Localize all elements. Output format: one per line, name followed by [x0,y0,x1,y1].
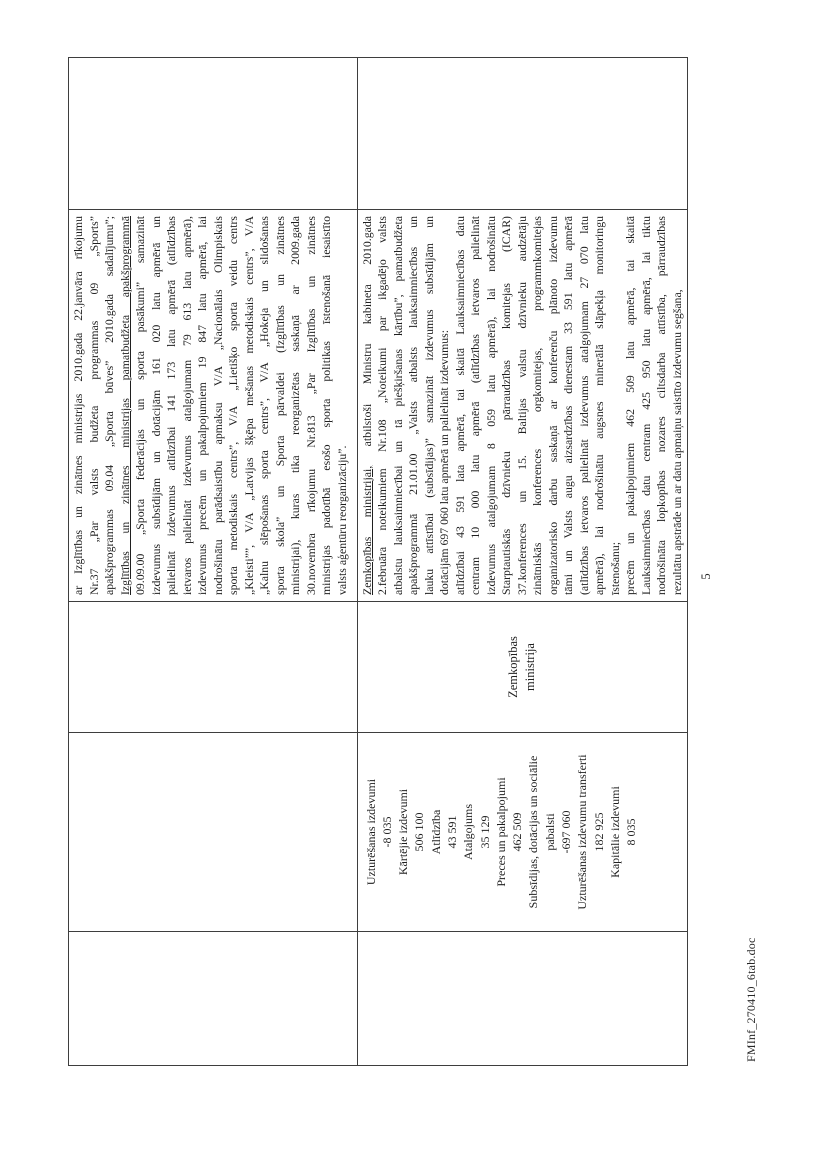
text-line: nodrošināta lopkopības nozares ciltsdarba attīstība, pārraudzības [654,216,668,595]
text-line: Kapitālie izdevumi [607,786,622,878]
text-line: Uzturēšanas izdevumi [363,778,378,886]
text-line: Starptautiskās dzīvnieku pārraudzības komitejas (ICAR) [499,216,513,595]
text-line: „Kleisti””, V/A „Latvijas šķēpa mešanas metodiskais centrs”, V/A [241,216,256,595]
text-line: zinātniskās konferences orgkomitejas, programmkomitejas [530,216,544,595]
text-line: pabalsti [542,813,557,851]
table-row-izglitibas-ministrija [69,58,358,1065]
text-line: 30.novembra rīkojumu Nr.813 „Par Izglītības un zinātnes [303,216,318,595]
text-line: 09.09.00 „Sporta federācijas un sporta pasākumi” samazināt [133,216,147,595]
text-line: Kārtējie izdevumi [396,788,411,876]
text-line: 462 509 [510,812,525,852]
text-line: 8 035 [624,818,639,846]
text-line: centram 10 000 latu apmērā (atlīdzības ietvaros palielināt [468,216,482,595]
page-number: 5 [699,573,713,580]
text-line: apakšprogrammā 21.01.00 „Valsts atbalsts lauksaimniecības un [406,216,420,595]
text-line: sporta metodiskais centrs”, V/A „Lietišķo sporta veidu centrs [226,216,240,595]
row2-description-cell [358,209,688,601]
text-line: „Kalnu slēpošanas sporta centrs”, V/A „Hokeja un slidošanas [257,216,271,595]
text-line: ar Izglītības un zinātnes ministrijas 2010.gada 22.janvāra rīkojumu [71,216,85,595]
row2-ministry-cell [358,601,688,732]
text-line: lauku attīstībai (subsīdijas)” samazināt izdevumus subsīdijām un [421,216,436,595]
text-line: Atalgojums [461,804,476,860]
text-line: atlīdzībai 43 591 lata apmērā, tai skaitā Lauksaimniecības datu [452,216,467,595]
row1-ministry-cell-empty [69,601,357,732]
text-line: organizatorisko darbu saskaņā ar konferenču plānoto izdevumu [545,216,560,595]
text-line: Atlīdzība [428,809,443,855]
text-line: tāmi un Valsts augu aizsardzības dienestam 33 591 latu apmērā [561,216,575,595]
row2-empty-cell-right [358,58,688,209]
text-line: valsts aģentūru reorganizāciju”. [334,445,349,595]
text-line: ministrijai), kuras tika reorganizētas saskaņā ar 2009.gada [288,216,302,595]
text-line: 43 591 [444,815,459,849]
text-line: Subsīdijas, dotācijas un sociālie [526,755,541,909]
text-line: atbalstu lauksaimniecībai un tā piešķiršanas kārtību”, pamatbudžeta [390,216,405,595]
text-line: Preces un pakalpojumi [493,777,508,887]
row2-amounts-cell [358,732,688,931]
text-line: 2.februāra noteikumiem Nr.108 „Noteikumi par ikgadējo valsts [375,216,389,595]
text-line: izdevumus subsīdijām un dotācijām 161 020 latu apmērā un [148,216,163,595]
text-line: precēm un pakalpojumiem 462 509 latu apmērā, tai skaitā [623,216,637,595]
text-line: dotācijām 697 060 latu apmērā un palielināt izdevumus: [437,329,451,595]
row1-empty-cell-right [69,58,357,209]
text-line: 37.konferences un 15. Baltijas valstu dzīvnieku audzētāju [514,216,529,595]
text-line: Nr.37 „Par valsts budžeta programmas 09 „Sports” [86,216,101,595]
text-line: Izglītības un zinātnes ministrijas pamatbudžeta apakšprogrammā [117,216,132,595]
text-line: īstenošanu; [607,541,622,595]
row1-amounts-cell-empty [69,732,357,931]
text-line: (atlīdzības ietvaros palielināt izdevumus atalgojumam 27 070 latu [576,216,591,595]
text-line: palielināt izdevumus atlīdzībai 141 173 latu apmērā (atlīdzības [164,216,178,595]
table-row-zemkopibas-ministrija [358,58,688,1065]
text-line: Uzturēšanas izdevumu transferti [575,754,590,910]
text-line: ministrijas padotībā esošo sporta politikas īstenošanā iesaistīto [319,216,333,595]
row1-description-cell [69,209,357,601]
ministry-name-line-2: ministrija [523,643,538,691]
text-line: izdevumus atalgojumam 8 059 latu apmērā), lai nodrošinātu [483,216,498,595]
row1-empty-cell-left [69,931,357,1065]
text-line: apmērā), lai nodrošinātu augsnes minerālā slāpekļa monitoringu [592,216,606,595]
text-line: ietvaros palielināt izdevumus atalgojumam 79 613 latu apmērā), [179,216,194,595]
text-line: -697 060 [559,810,574,854]
text-line: apakšprogrammas 09.04 „Sporta būves” 2010.gada sadalījumu”; [102,216,116,595]
budget-amendments-table [68,57,688,1066]
ministry-name-line-1: Zemkopības [506,636,521,698]
document-filename-footer: FMInf_270410_6tab.doc [744,937,758,1062]
row2-empty-cell-left [358,931,688,1065]
text-line: 506 100 [412,812,427,852]
text-line: -8 035 [379,816,394,848]
text-line: Lauksaimniecības datu centram 425 950 latu apmērā, lai tiktu [638,216,653,595]
text-line: 35 129 [477,815,492,849]
text-line: nodrošinātu parādsaistību apmaksu V/A „Nacionālais Olimpiskais [210,216,225,595]
text-line: izdevumus precēm un pakalpojumiem 19 847 latu apmērā, lai [195,216,209,595]
text-line: rezultātu apstrāde un ar datu apmaiņu saistīto izdevumu segšana, [669,289,684,595]
text-line: 182 925 [591,812,606,852]
text-line: Zemkopības ministrijai, atbilstoši Ministru kabineta 2010.gada [359,215,374,595]
text-line: sporta skola” un Sporta pārvaldei (Izglītības un zinātnes [272,216,287,595]
